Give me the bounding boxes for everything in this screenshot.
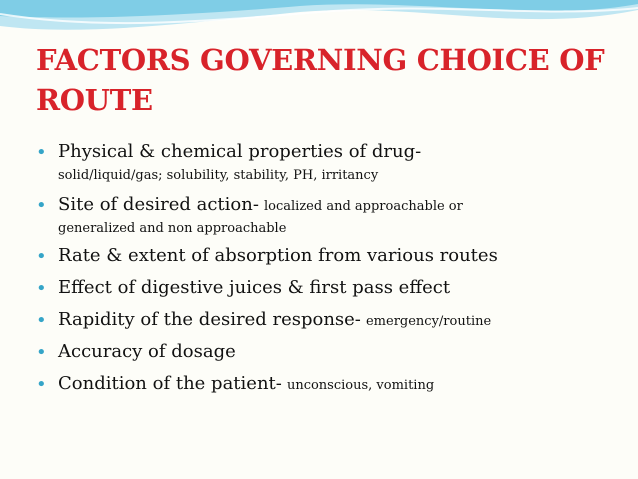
bullet-main-text: Effect of digestive juices & first pass effect xyxy=(58,277,451,298)
bullet-list xyxy=(36,140,616,404)
bullet-main-text: Physical & chemical properties of drug- xyxy=(58,141,422,162)
bullet-sub-text: generalized and non approachable xyxy=(58,221,287,236)
bullet-main-text: Rapidity of the desired response- xyxy=(58,309,361,330)
bullet-item xyxy=(36,193,616,238)
bullet-sub-text: localized and approachable or xyxy=(264,199,463,214)
bullet-sub-text: emergency/routine xyxy=(365,314,492,329)
bullet-main-text: Accuracy of dosage xyxy=(58,341,236,362)
bullet-item xyxy=(36,244,616,268)
bullet-item xyxy=(36,308,616,332)
bullet-dot-icon: • xyxy=(36,142,47,163)
bullet-main-text: Condition of the patient- xyxy=(58,373,282,394)
bullet-item xyxy=(36,276,616,300)
bullet-dot-icon: • xyxy=(36,278,47,299)
bullet-main-text: Site of desired action- xyxy=(58,194,259,215)
bullet-dot-icon: • xyxy=(36,374,47,395)
bullet-dot-icon: • xyxy=(36,310,47,331)
bullet-dot-icon: • xyxy=(36,342,47,363)
bullet-dot-icon: • xyxy=(36,195,47,216)
bullet-sub-text: unconscious, vomiting xyxy=(286,378,435,393)
bullet-sub-text: solid/liquid/gas; solubility, stability, PH, irritancy xyxy=(58,168,379,183)
slide-title: FACTORS GOVERNING CHOICE OF ROUTE xyxy=(36,43,605,117)
bullet-item xyxy=(36,340,616,364)
bullet-item xyxy=(36,140,616,185)
header-wave-decoration xyxy=(0,0,638,40)
bullet-main-text: Rate & extent of absorption from various routes xyxy=(58,245,498,266)
bullet-dot-icon: • xyxy=(36,246,47,267)
bullet-item xyxy=(36,372,616,396)
